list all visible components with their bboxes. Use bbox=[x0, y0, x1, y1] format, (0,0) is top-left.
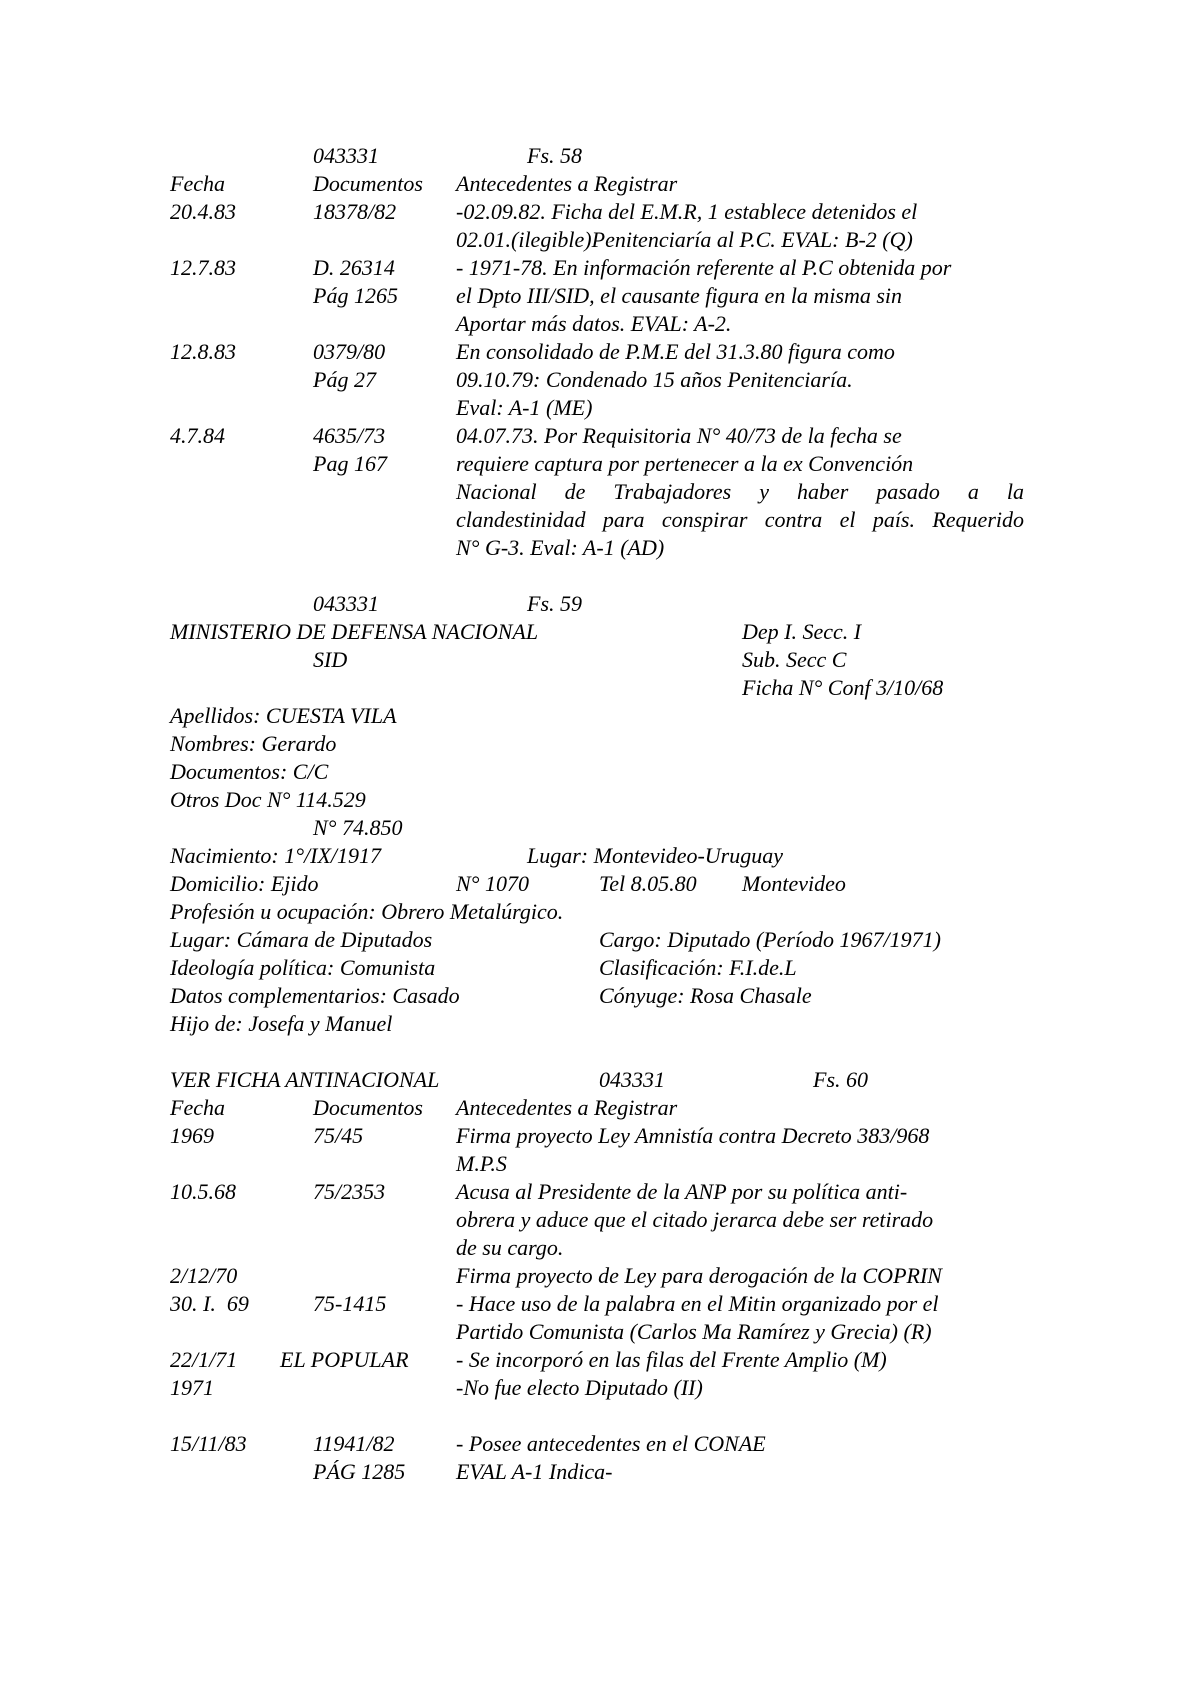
cargo-field: Cargo: Diputado (Período 1967/1971) bbox=[599, 927, 941, 952]
fs58-row-fecha: 12.8.83 bbox=[170, 339, 236, 364]
fs60-row-text: - Posee antecedentes en el CONAE bbox=[456, 1431, 766, 1456]
fs58-row-text: Nacional de Trabajadores y haber pasado a la bbox=[456, 479, 1024, 504]
fs60-row-text: de su cargo. bbox=[456, 1235, 564, 1260]
profesion-field: Profesión u ocupación: Obrero Metalúrgico. bbox=[170, 899, 564, 924]
fs58-header-fecha: Fecha bbox=[170, 171, 225, 196]
fs60-header-fecha: Fecha bbox=[170, 1095, 225, 1120]
ver-ficha-title: VER FICHA ANTINACIONAL bbox=[170, 1067, 440, 1092]
fs60-row-doc: EL POPULAR bbox=[280, 1347, 409, 1372]
otros-doc-field: Otros Doc N° 114.529 bbox=[170, 787, 366, 812]
fs60-row-doc: PÁG 1285 bbox=[313, 1459, 406, 1484]
fs58-row-doc: 0379/80 bbox=[313, 339, 386, 364]
fs58-row-doc: Pag 167 bbox=[313, 451, 387, 476]
hijo-de-field: Hijo de: Josefa y Manuel bbox=[170, 1011, 393, 1036]
fs60-row-text: M.P.S bbox=[456, 1151, 507, 1176]
fs60-row-text: obrera y aduce que el citado jerarca debe ser retirado bbox=[456, 1207, 934, 1232]
fs60-code: 043331 bbox=[599, 1067, 665, 1092]
fs58-row-text: el Dpto III/SID, el causante figura en la misma sin bbox=[456, 283, 903, 308]
fs58-row-text: N° G-3. Eval: A-1 (AD) bbox=[456, 535, 665, 560]
fs58-row-text: Aportar más datos. EVAL: A-2. bbox=[456, 311, 732, 336]
fs60-row-doc: 75/2353 bbox=[313, 1179, 386, 1204]
fs60-row-fecha: 2/12/70 bbox=[170, 1263, 238, 1288]
fs59-folio: Fs. 59 bbox=[527, 591, 582, 616]
ficha-number: Ficha N° Conf 3/10/68 bbox=[742, 675, 944, 700]
fs58-row-text: Eval: A-1 (ME) bbox=[456, 395, 593, 420]
fs58-row-text: - 1971-78. En información referente al P.C obtenida por bbox=[456, 255, 952, 280]
sid-label: SID bbox=[313, 647, 348, 672]
fs58-header-antecedentes: Antecedentes a Registrar bbox=[456, 171, 678, 196]
fs58-row-text: 09.10.79: Condenado 15 años Penitenciaría. bbox=[456, 367, 853, 392]
fs60-row-text: Firma proyecto Ley Amnistía contra Decreto 383/968 bbox=[456, 1123, 930, 1148]
nombres-field: Nombres: Gerardo bbox=[170, 731, 337, 756]
department: Dep I. Secc. I bbox=[742, 619, 862, 644]
fs58-row-doc: 18378/82 bbox=[313, 199, 397, 224]
lugar-field: Lugar: Cámara de Diputados bbox=[170, 927, 433, 952]
fs58-row-fecha: 4.7.84 bbox=[170, 423, 225, 448]
fs58-row-fecha: 20.4.83 bbox=[170, 199, 236, 224]
fs58-row-doc: D. 26314 bbox=[313, 255, 395, 280]
fs60-row-fecha: 1969 bbox=[170, 1123, 214, 1148]
nacimiento-field: Nacimiento: 1°/IX/1917 bbox=[170, 843, 382, 868]
fs58-row-doc: Pág 1265 bbox=[313, 283, 398, 308]
fs60-row-text: Firma proyecto de Ley para derogación de la COPRIN bbox=[456, 1263, 942, 1288]
fs58-row-fecha: 12.7.83 bbox=[170, 255, 236, 280]
datos-complementarios-field: Datos complementarios: Casado bbox=[170, 983, 460, 1008]
fs60-row-doc: 75-1415 bbox=[313, 1291, 387, 1316]
domicilio-number: N° 1070 bbox=[456, 871, 529, 896]
fs60-row-fecha: 15/11/83 bbox=[170, 1431, 247, 1456]
fs58-row-text: -02.09.82. Ficha del E.M.R, 1 establece detenidos el bbox=[456, 199, 918, 224]
fs58-folio: Fs. 58 bbox=[527, 143, 582, 168]
clasificacion-field: Clasificación: F.I.de.L bbox=[599, 955, 797, 980]
sub-section: Sub. Secc C bbox=[742, 647, 847, 672]
ministry-title: MINISTERIO DE DEFENSA NACIONAL bbox=[170, 619, 539, 644]
fs58-row-text: requiere captura por pertenecer a la ex Convención bbox=[456, 451, 914, 476]
fs60-row-doc: 11941/82 bbox=[313, 1431, 395, 1456]
fs58-code: 043331 bbox=[313, 143, 379, 168]
fs58-row-text: clandestinidad para conspirar contra el país. Requerido bbox=[456, 507, 1024, 532]
fs60-header-antecedentes: Antecedentes a Registrar bbox=[456, 1095, 678, 1120]
telefono-field: Tel 8.05.80 bbox=[599, 871, 697, 896]
fs58-row-doc: Pág 27 bbox=[313, 367, 376, 392]
fs58-header-documentos: Documentos bbox=[313, 171, 423, 196]
fs60-row-fecha: 10.5.68 bbox=[170, 1179, 236, 1204]
fs60-row-fecha: 22/1/71 bbox=[170, 1347, 238, 1372]
fs60-row-fecha: 30. I. 69 bbox=[170, 1291, 249, 1316]
fs60-row-fecha: 1971 bbox=[170, 1375, 214, 1400]
fs60-row-text: Acusa al Presidente de la ANP por su política anti- bbox=[456, 1179, 908, 1204]
fs58-row-text: 02.01.(ilegible)Penitenciaría al P.C. EVAL: B-2 (Q) bbox=[456, 227, 913, 252]
fs58-row-doc: 4635/73 bbox=[313, 423, 386, 448]
conyuge-field: Cónyuge: Rosa Chasale bbox=[599, 983, 812, 1008]
fs60-row-text: - Hace uso de la palabra en el Mitin organizado por el bbox=[456, 1291, 939, 1316]
fs60-folio: Fs. 60 bbox=[813, 1067, 868, 1092]
apellidos-field: Apellidos: CUESTA VILA bbox=[170, 703, 397, 728]
ciudad-field: Montevideo bbox=[742, 871, 846, 896]
fs60-row-text: Partido Comunista (Carlos Ma Ramírez y Grecia) (R) bbox=[456, 1319, 932, 1344]
fs60-row-text: -No fue electo Diputado (II) bbox=[456, 1375, 703, 1400]
fs60-row-text: - Se incorporó en las filas del Frente Amplio (M) bbox=[456, 1347, 887, 1372]
otros-doc-field-2: N° 74.850 bbox=[313, 815, 403, 840]
fs59-code: 043331 bbox=[313, 591, 379, 616]
fs60-row-text: EVAL A-1 Indica- bbox=[456, 1459, 613, 1484]
fs60-row-doc: 75/45 bbox=[313, 1123, 364, 1148]
fs58-row-text: En consolidado de P.M.E del 31.3.80 figura como bbox=[456, 339, 895, 364]
fs58-row-text: 04.07.73. Por Requisitoria N° 40/73 de la fecha se bbox=[456, 423, 902, 448]
domicilio-field: Domicilio: Ejido bbox=[170, 871, 319, 896]
ideologia-field: Ideología política: Comunista bbox=[170, 955, 436, 980]
lugar-nacimiento-field: Lugar: Montevideo-Uruguay bbox=[527, 843, 784, 868]
documentos-field: Documentos: C/C bbox=[170, 759, 329, 784]
fs60-header-documentos: Documentos bbox=[313, 1095, 423, 1120]
